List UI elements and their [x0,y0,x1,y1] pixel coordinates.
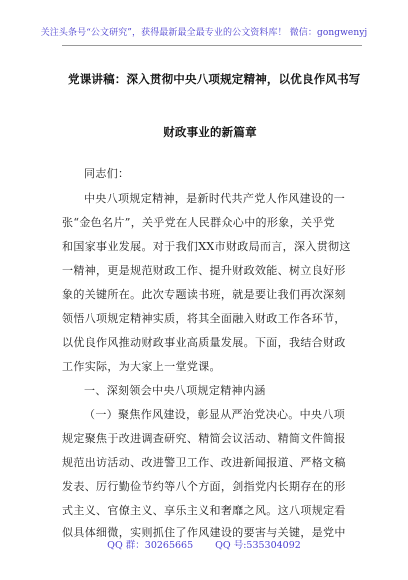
body-line: 和国家事业发展。对于我们XX市财政局而言，深入贯彻这 [62,240,351,253]
footer-qq-number: QQ 号:535304092 [215,540,301,551]
section-heading: 一、深刻领会中央八项规定精神内涵 [84,384,266,397]
body-line: 发表、厉行勤俭节约等八个方面，剑指党内长期存在的形 [62,480,346,493]
header-divider [62,45,362,46]
footer-contact [0,537,408,551]
body-line: 似具体细微，实则抓住了作风建设的要害与关键，是党中 [62,526,346,539]
body-line: 规范出访活动、改进警卫工作、改进新闻报道、严格文稿 [62,456,346,469]
body-line: 一精神，更是规范财政工作、提升财政效能、树立良好形 [62,264,346,277]
body-line: 领悟八项规定精神实质，将其全面融入财政工作各环节， [62,312,346,325]
salutation: 同志们： [84,167,130,180]
document-title-line-1: 党课讲稿：深入贯彻中央八项规定精神，以优良作风书写 [68,72,361,86]
body-line: 规定聚焦于改进调查研究、精简会议活动、精简文件简报 [62,432,346,445]
subsection-line: （一）聚焦作风建设，彰显从严治党决心。中央八项 [84,408,346,421]
body-line: 以优良作风推动财政事业高质量发展。下面，我结合财政 [62,336,346,349]
body-line: 张“金色名片”，关乎党在人民群众心中的形象，关乎党 [62,216,335,229]
body-line: 工作实际，为大家上一堂党课。 [62,360,221,373]
body-line: 式主义、官僚主义、享乐主义和奢靡之风。这八项规定看 [62,504,346,517]
body-line: 中央八项规定精神，是新时代共产党人作风建设的一 [84,192,346,205]
footer-qq-group: QQ 群：30265665 [107,540,194,551]
header-banner: 关注头条号“公文研究”，获得最新最全最专业的公文资料库！ 微信：gongwenyj [40,28,368,38]
body-line: 象的关键所在。此次专题读书班，就是要让我们再次深刻 [62,288,346,301]
document-title-line-2: 财政事业的新篇章 [163,125,257,139]
